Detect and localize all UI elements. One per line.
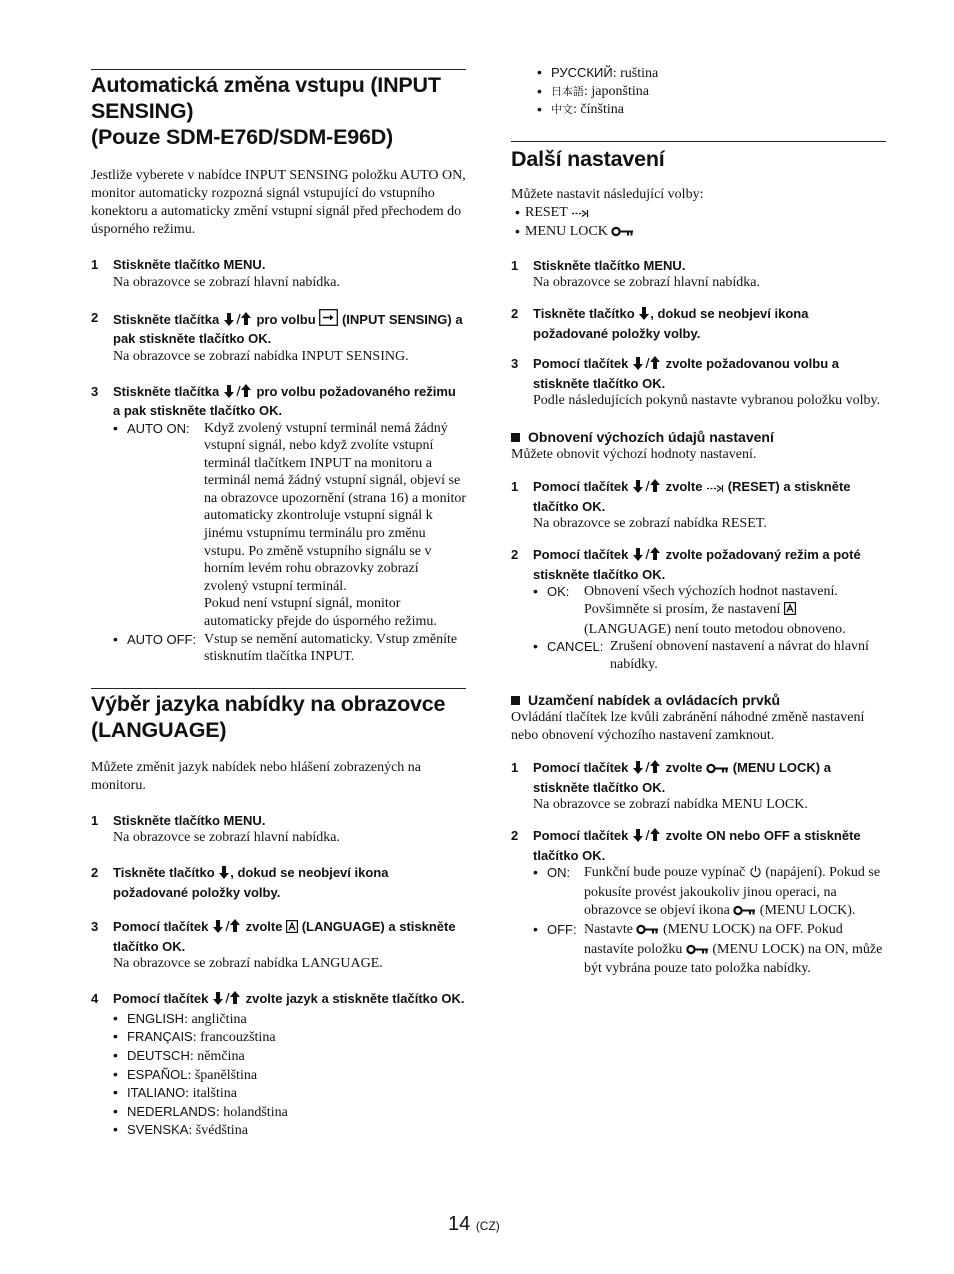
key-icon [706, 761, 729, 779]
left-column [91, 0, 466, 1140]
step-4: 4 Pomocí tlačítek zvolte jazyk a stiskněte tlačítko OK. • ENGLISH: angličtina • FRANÇAIS: francouzština • DEUTSCH: němčina • ESPAÑOL: španělština • ITALIANO: italština • NEDERLANDS: holandština • SVENSKA: švédština [91, 990, 466, 1140]
arrow-down-up-icon [632, 547, 662, 566]
arrow-down-up-icon [223, 384, 253, 403]
language-icon [286, 920, 298, 938]
language-item: • NEDERLANDS: holandština [109, 1103, 466, 1122]
language-item: • FRANÇAIS: francouzština [109, 1028, 466, 1047]
language-item: • ESPAÑOL: španělština [109, 1066, 466, 1085]
language-list [109, 1010, 466, 1140]
subsection-title-menu-lock: Uzamčení nabídek a ovládacích prvků [511, 691, 886, 709]
step-1: 1 Stiskněte tlačítko MENU. Na obrazovce se zobrazí hlavní nabídka. [91, 812, 341, 846]
language-item: • SVENSKA: švédština [109, 1121, 466, 1140]
step-1: 1 Stiskněte tlačítko MENU. Na obrazovce se zobrazí hlavní nabídka. [91, 257, 341, 290]
intro-text: Jestliže vyberete v nabídce INPUT SENSING položku AUTO ON, monitor automaticky rozpozná signál vstupující do vstupního konektoru a automaticky změní vstupní signál před přechodem do úsporného režimu. [91, 168, 466, 237]
section-title-other-settings: Další nastavení [511, 146, 665, 171]
page-number: 14 (CZ) [448, 1213, 500, 1235]
step-1: 1 Pomocí tlačítek zvolte (MENU LOCK) a stiskněte tlačítko OK. Na obrazovce se zobrazí nabídka MENU LOCK. [511, 760, 831, 813]
step-3: 3 Pomocí tlačítek zvolte požadovanou volbu a stiskněte tlačítko OK. Podle následujících pokynů nastavte vybranou položku volby. [511, 356, 881, 409]
reset-icon [706, 480, 724, 498]
arrow-down-up-icon [632, 479, 662, 498]
arrow-down-icon [638, 306, 650, 325]
option-ok: • OK: Obnovení všech výchozích hodnot nastavení. Povšimněte si prosím, že nastavení (LANGUAGE) není touto metodou obnoveno. [529, 583, 886, 638]
option-auto-on: • AUTO ON: Když zvolený vstupní terminál nemá žádný vstupní signál, nebo když zvolíte vstupní terminál tlačítkem INPUT na monitoru a terminál nemá žádný vstupní signál, objeví se na obrazovce upozornění (strana 16) a monitor automaticky zkontroluje vstupní signál k jinému vstupnímu terminálu pro změnu vstupu. Po změně vstupního signálu se v horním levém rohu obrazovky zobrazí zvolený vstupní terminál. Pokud není vstupní signál, monitor automaticky přejde do úsporného režimu. [109, 420, 466, 631]
key-icon [733, 904, 756, 922]
arrow-down-up-icon [212, 919, 242, 938]
language-list-continued [511, 64, 886, 120]
section-title-input-sensing: Automatická změna vstupu (INPUT SENSING) (Pouze SDM-E76D/SDM-E96D) [91, 73, 441, 149]
language-item: • ENGLISH: angličtina [109, 1010, 466, 1029]
option-auto-off: • AUTO OFF: Vstup se nemění automaticky. Vstup změníte stisknutím tlačítka INPUT. [109, 631, 466, 666]
right-column [511, 0, 886, 978]
step-1: 1 Stiskněte tlačítko MENU. Na obrazovce se zobrazí hlavní nabídka. [511, 257, 761, 291]
language-icon [784, 602, 796, 621]
arrow-down-up-icon [632, 760, 662, 779]
key-icon [636, 923, 659, 941]
arrow-down-up-icon [632, 828, 662, 847]
reset-icon [571, 206, 589, 224]
input-sensing-icon [319, 309, 338, 331]
step-3: 3 Pomocí tlačítek zvolte (LANGUAGE) a stiskněte tlačítko OK. Na obrazovce se zobrazí nabídka LANGUAGE. [91, 919, 456, 972]
language-item: • РУССКИЙ: ruština [533, 64, 886, 83]
step-2: 2 Stiskněte tlačítka pro volbu (INPUT SENSING) a pak stiskněte tlačítko OK. Na obrazovce se zobrazí nabídka INPUT SENSING. [91, 309, 463, 364]
option-cancel: • CANCEL: Zrušení obnovení nastavení a návrat do hlavní nabídky. [529, 638, 886, 673]
language-item: • 中文: čínština [533, 101, 886, 120]
option-on: • ON: Funkční bude pouze vypínač (napájení). Pokud se pokusíte provést jakoukoliv jinou operaci, na obrazovce se objeví ikona (MENU LOCK). [529, 864, 886, 921]
intro-text: Můžete obnovit výchozí hodnoty nastavení. [511, 447, 757, 463]
key-icon [611, 225, 634, 243]
language-item: • 日本語: japonština [533, 83, 886, 102]
language-item: • DEUTSCH: němčina [109, 1047, 466, 1066]
step-2: 2 Pomocí tlačítek zvolte ON nebo OFF a stiskněte tlačítko OK. • ON: Funkční bude pouze vypínač (napájení). Pokud se pokusíte provést jakoukoliv jinou operaci, na obrazovce se objeví ikona (MENU LOCK). • OFF: Nastavte (MENU LOCK) na OFF. Pokud nastavíte položku (MENU LOCK) na ON, může být vybrána pouze tato položka nabídky. [511, 827, 886, 978]
language-item: • ITALIANO: italština [109, 1084, 466, 1103]
key-icon [686, 943, 709, 961]
arrow-down-up-icon [632, 356, 662, 375]
arrow-down-icon [218, 865, 230, 884]
step-2: 2 Tiskněte tlačítko , dokud se neobjeví ikona požadované položky volby. [91, 865, 389, 900]
power-icon [749, 865, 762, 884]
section-title-language: Výběr jazyka nabídky na obrazovce (LANGUAGE) [91, 691, 446, 742]
option-off: • OFF: Nastavte (MENU LOCK) na OFF. Pokud nastavíte položku (MENU LOCK) na ON, může být vybrána pouze tato položka nabídky. [529, 921, 886, 978]
intro-text: Ovládání tlačítek lze kvůli zabránění náhodné změně nastavení nebo obnovení výchozího nastavení zamknout. [511, 710, 865, 744]
step-3: 3 Stiskněte tlačítka pro volbu požadovaného režimu a pak stiskněte tlačítko OK. • AUTO ON: Když zvolený vstupní terminál nemá žádný vstupní signál, nebo když zvolíte vstupní terminál tlačítkem INPUT na monitoru a terminál nemá žádný vstupní signál, objeví se na obrazovce upozornění (strana 16) a monitor automaticky zkontroluje vstupní signál k jinému vstupnímu terminálu pro změnu vstupu. Po změně vstupního signálu se v horním levém rohu obrazovky zobrazí zvolený vstupní terminál. Pokud není vstupní signál, monitor automaticky přejde do úsporného režimu. • AUTO OFF: Vstup se nemění automaticky. Vstup změníte stisknutím tlačítka INPUT. [91, 383, 466, 666]
step-2: 2 Tiskněte tlačítko , dokud se neobjeví ikona požadované položky volby. [511, 306, 809, 341]
intro-text: Můžete změnit jazyk nabídek nebo hlášení zobrazených na monitoru. [91, 759, 422, 793]
arrow-down-up-icon [212, 991, 242, 1010]
step-2: 2 Pomocí tlačítek zvolte požadovaný režim a poté stiskněte tlačítko OK. • OK: Obnovení všech výchozích hodnot nastavení. Povšimněte si prosím, že nastavení (LANGUAGE) není touto metodou obnoveno. • CANCEL: Zrušení obnovení nastavení a návrat do hlavní nabídky. [511, 546, 886, 673]
intro-text: Můžete nastavit následující volby: [511, 186, 704, 202]
option-menu-lock: • MENU LOCK [511, 223, 886, 243]
subsection-title-reset: Obnovení výchozích údajů nastavení [511, 428, 886, 446]
option-reset: • RESET [511, 204, 886, 224]
step-1: 1 Pomocí tlačítek zvolte (RESET) a stiskněte tlačítko OK. Na obrazovce se zobrazí nabídka RESET. [511, 479, 851, 532]
arrow-down-up-icon [223, 312, 253, 331]
